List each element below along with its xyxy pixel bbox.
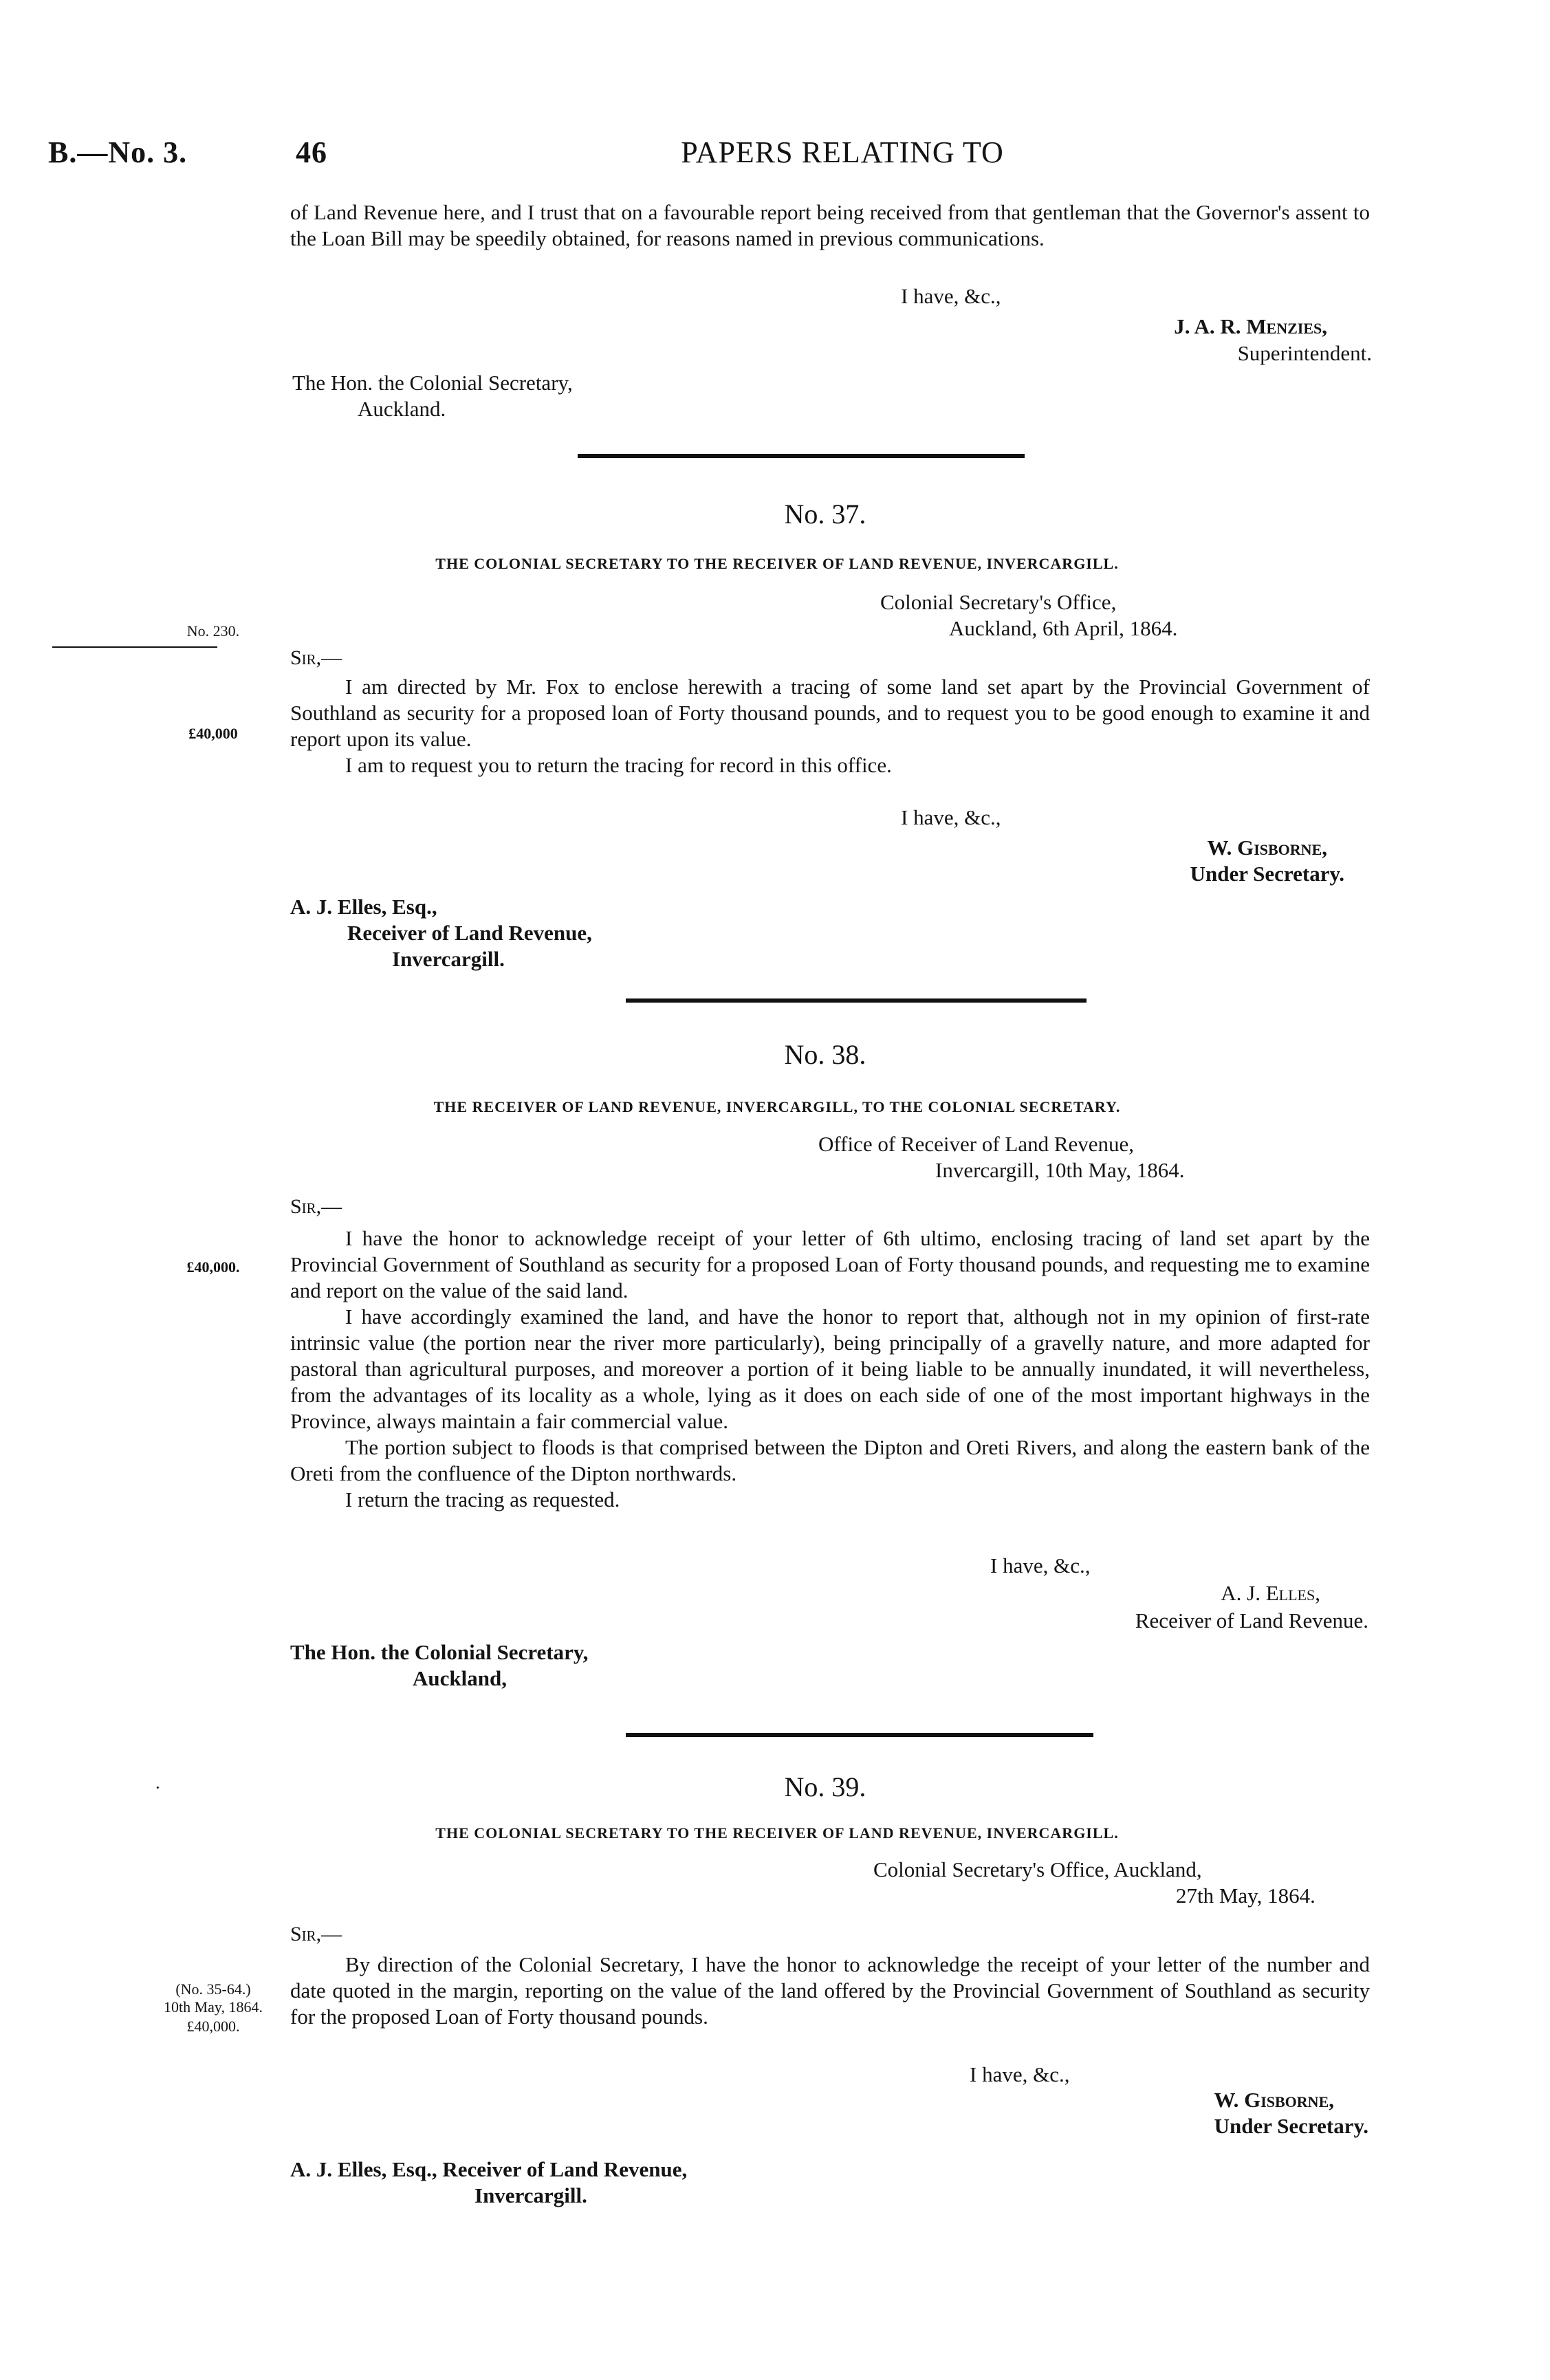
- stray-mark: ·: [155, 1778, 161, 1798]
- paragraph: By direction of the Colonial Secretary, I have the honor to acknowledge the receipt of your letter of the number and date quoted in the margin, reporting on the value of the land offered by the Provincial Government of Southland as security for the proposed Loan of Forty thousand pounds.: [290, 1952, 1370, 2029]
- addressee-line: Auckland.: [358, 397, 446, 421]
- paragraph: I return the tracing as requested.: [345, 1487, 620, 1511]
- signature: J. A. R. Menzies,: [1174, 314, 1327, 338]
- paragraph: The portion subject to floods is that comprised between the Dipton and Oreti Rivers, and along the eastern bank of the Oreti from the confluence of the Dipton northwards.: [290, 1435, 1370, 1485]
- letter-date: 27th May, 1864.: [1176, 1884, 1316, 1908]
- signature-title: Superintendent.: [1237, 341, 1372, 365]
- signature: W. Gisborne,: [1207, 836, 1327, 860]
- letter-place: Colonial Secretary's Office,: [880, 590, 1117, 614]
- addressee-line: Receiver of Land Revenue,: [347, 921, 592, 945]
- addressee-line: Auckland,: [413, 1666, 507, 1690]
- addressee-line: The Hon. the Colonial Secretary,: [290, 1640, 589, 1664]
- salutation: Sir,—: [290, 646, 342, 669]
- paragraph: I am to request you to return the tracing for record in this office.: [345, 753, 892, 777]
- signature: A. J. Elles,: [1221, 1581, 1320, 1605]
- signature: W. Gisborne,: [1214, 2088, 1334, 2112]
- signature-title: Under Secretary.: [1190, 862, 1344, 886]
- divider-rule: [626, 1733, 1093, 1737]
- letter-caption: THE RECEIVER OF LAND REVENUE, INVERCARGILL, TO THE COLONIAL SECRETARY.: [433, 1098, 1121, 1115]
- divider-rule: [578, 454, 1025, 458]
- letter-place: Colonial Secretary's Office, Auckland,: [873, 1857, 1202, 1881]
- closing: I have, &c.,: [901, 805, 1001, 829]
- letter-number: No. 38.: [784, 1039, 866, 1070]
- margin-amount: £40,000.: [186, 1258, 240, 1276]
- letter-body: [290, 1225, 1370, 1513]
- letter-caption: THE COLONIAL SECRETARY TO THE RECEIVER OF LAND REVENUE, INVERCARGILL.: [435, 555, 1119, 572]
- divider-rule: [626, 998, 1087, 1003]
- margin-date: 10th May, 1864.: [163, 1998, 263, 2016]
- margin-reference: No. 230.: [186, 622, 240, 640]
- signature-title: Under Secretary.: [1214, 2114, 1368, 2138]
- letter-place: Office of Receiver of Land Revenue,: [818, 1132, 1135, 1156]
- addressee-line: A. J. Elles, Esq.,: [290, 895, 437, 919]
- signature-title: Receiver of Land Revenue.: [1135, 1608, 1368, 1633]
- letter-caption: THE COLONIAL SECRETARY TO THE RECEIVER OF LAND REVENUE, INVERCARGILL.: [435, 1824, 1119, 1842]
- paragraph: I have accordingly examined the land, and have the honor to report that, although not in my opinion of first-rate intrinsic value (the portion near the river more particularly), being principally of a gravelly nature, and more adapted for pastoral than agricultural purposes, and moreover a portion of it being liable to be annually inundated, it will nevertheless, from the advantages of its locality as a whole, lying as it does on each side of one of the most important highways in the Province, always maintain a fair commercial value.: [290, 1304, 1370, 1433]
- salutation: Sir,—: [290, 1195, 342, 1218]
- letter-date: Auckland, 6th April, 1864.: [949, 616, 1178, 640]
- margin-amount: £40,000: [188, 725, 238, 742]
- letter-number: No. 37.: [784, 499, 866, 530]
- page-number: 46: [296, 135, 327, 169]
- margin-amount: £40,000.: [186, 2018, 240, 2035]
- closing: I have, &c.,: [901, 284, 1001, 308]
- addressee-line: The Hon. the Colonial Secretary,: [292, 371, 573, 395]
- salutation: Sir,—: [290, 1923, 342, 1945]
- margin-rule: [52, 646, 217, 648]
- letter-body: [290, 674, 1370, 778]
- addressee-line: Invercargill.: [474, 2183, 587, 2207]
- closing: I have, &c.,: [970, 2062, 1070, 2086]
- paragraph: I am directed by Mr. Fox to enclose herewith a tracing of some land set apart by the Provincial Government of Southland as security for a proposed loan of Forty thousand pounds, and to request you to be good enough to examine it and report upon its value.: [290, 675, 1370, 751]
- letter-continuation-text: of Land Revenue here, and I trust that on a favourable report being received from that gentleman that the Governor's assent to the Loan Bill may be speedily obtained, for reasons named in previous communications.: [290, 200, 1370, 250]
- margin-reference: (No. 35-64.): [175, 1980, 251, 1998]
- page-title: PAPERS RELATING TO: [681, 135, 1004, 169]
- addressee-line: Invercargill.: [392, 947, 505, 971]
- addressee-line: A. J. Elles, Esq., Receiver of Land Revenue,: [290, 2157, 688, 2181]
- document-code: B.—No. 3.: [48, 135, 188, 169]
- paragraph: I have the honor to acknowledge receipt of your letter of 6th ultimo, enclosing tracing of land set apart by the Provincial Government of Southland as security for a proposed Loan of Forty thousand pounds, and requesting me to examine and report on the value of the said land.: [290, 1226, 1370, 1302]
- closing: I have, &c.,: [990, 1553, 1091, 1577]
- letter-number: No. 39.: [784, 1771, 866, 1802]
- letter-body: [290, 1952, 1370, 2030]
- letter-date: Invercargill, 10th May, 1864.: [935, 1158, 1185, 1182]
